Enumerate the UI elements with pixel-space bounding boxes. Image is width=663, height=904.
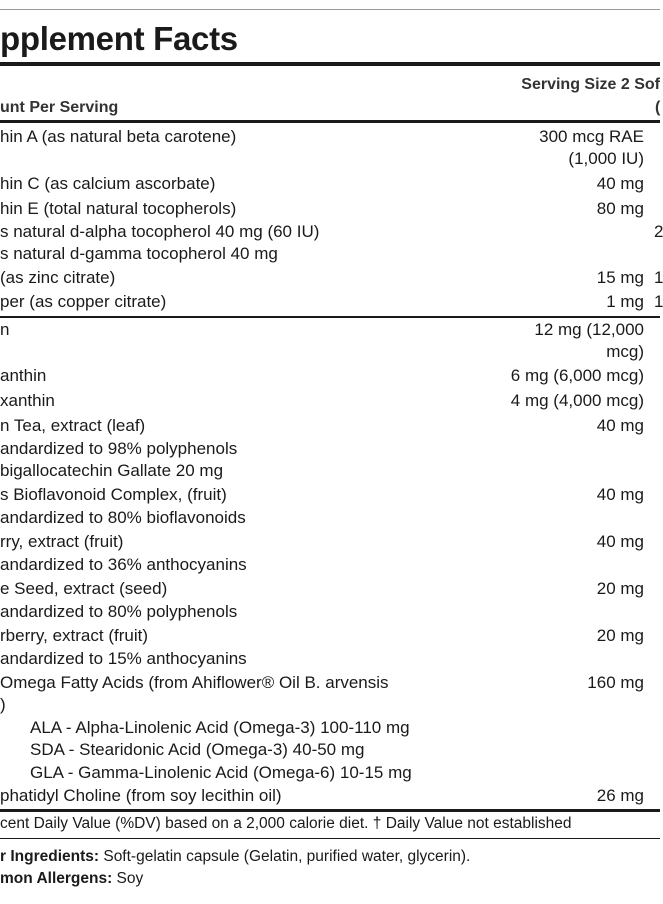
ingredient-subline: andardized to 15% anthocyanins <box>0 649 247 668</box>
ingredient-subline: ALA - Alpha-Linolenic Acid (Omega-3) 100-110 mg <box>30 718 410 737</box>
ingredient-amount: 40 mg <box>596 532 644 551</box>
ingredient-name: phatidyl Choline (from soy lecithin oil) <box>0 786 282 805</box>
ingredient-amount: 40 mg <box>596 485 644 504</box>
ingredient-amount: 160 mg <box>587 673 644 692</box>
ingredient-subline: ) <box>0 695 6 714</box>
other-ingredients <box>0 848 470 866</box>
footnote-rule <box>0 838 660 839</box>
allergens-label: mon Allergens: <box>0 870 113 887</box>
ingredient-amount: 26 mg <box>596 786 644 805</box>
ingredient-name: n Tea, extract (leaf) <box>0 416 146 435</box>
ingredient-name: anthin <box>0 366 47 385</box>
nutrient-amount: 1 mg <box>606 292 644 311</box>
ingredient-amount-cont: mcg) <box>606 342 644 361</box>
nutrient-name: hin A (as natural beta carotene) <box>0 127 237 146</box>
nutrient-dv: 2 <box>654 222 663 241</box>
ingredient-subline: andardized to 80% polyphenols <box>0 602 238 621</box>
ingredient-amount: 6 mg (6,000 mcg) <box>510 366 644 385</box>
ingredient-amount: 20 mg <box>596 626 644 645</box>
nutrient-amount-cont: (1,000 IU) <box>568 149 644 168</box>
panel-title: pplement Facts <box>0 20 238 57</box>
nutrient-name: (as zinc citrate) <box>0 268 116 287</box>
allergens-text: Soy <box>112 870 144 887</box>
bottom-rule <box>0 809 660 812</box>
ingredient-name: s Bioflavonoid Complex, (fruit) <box>0 485 227 504</box>
serving-size: Serving Size 2 Sof <box>521 76 660 93</box>
ingredient-subline: andardized to 98% polyphenols <box>0 439 238 458</box>
title-rule <box>0 62 660 66</box>
other-ingredients-label: r Ingredients: <box>0 848 100 865</box>
nutrient-amount: 40 mg <box>596 174 644 193</box>
nutrient-name: s natural d-alpha tocopherol 40 mg (60 IU) <box>0 222 320 241</box>
footnote: cent Daily Value (%DV) based on a 2,000 calorie diet. † Daily Value not established <box>0 815 572 832</box>
nutrient-name: s natural d-gamma tocopherol 40 mg <box>0 244 278 263</box>
ingredient-subline: andardized to 36% anthocyanins <box>0 555 247 574</box>
ingredient-subline: bigallocatechin Gallate 20 mg <box>0 461 224 480</box>
header-rule <box>0 120 660 123</box>
top-border <box>0 9 660 10</box>
ingredient-name: e Seed, extract (seed) <box>0 579 168 598</box>
nutrient-name: hin C (as calcium ascorbate) <box>0 174 216 193</box>
other-ingredients-text: Soft-gelatin capsule (Gelatin, purified water, glycerin). <box>99 848 471 865</box>
nutrient-name: per (as copper citrate) <box>0 292 167 311</box>
amount-per-serving: unt Per Serving <box>0 99 119 116</box>
ingredient-amount: 12 mg (12,000 <box>534 320 644 339</box>
ingredient-amount: 20 mg <box>596 579 644 598</box>
ingredient-subline: andardized to 80% bioflavonoids <box>0 508 246 527</box>
ingredient-name: rry, extract (fruit) <box>0 532 124 551</box>
allergens <box>0 870 143 888</box>
ingredient-name: xanthin <box>0 391 55 410</box>
header-dv-fragment: ( <box>655 99 661 116</box>
nutrient-name: hin E (total natural tocopherols) <box>0 199 237 218</box>
section-rule <box>0 316 660 318</box>
ingredient-subline: GLA - Gamma-Linolenic Acid (Omega-6) 10-15 mg <box>30 763 412 782</box>
ingredient-amount: 40 mg <box>596 416 644 435</box>
ingredient-name: n <box>0 320 10 339</box>
ingredient-subline: SDA - Stearidonic Acid (Omega-3) 40-50 mg <box>30 740 365 759</box>
ingredient-name: rberry, extract (fruit) <box>0 626 148 645</box>
ingredient-name: Omega Fatty Acids (from Ahiflower® Oil B. arvensis <box>0 673 389 692</box>
nutrient-dv: 1 <box>654 292 663 311</box>
nutrient-amount: 300 mcg RAE <box>539 127 644 146</box>
nutrient-dv: 1 <box>654 268 663 287</box>
ingredient-amount: 4 mg (4,000 mcg) <box>510 391 644 410</box>
nutrient-amount: 15 mg <box>596 268 644 287</box>
nutrient-amount: 80 mg <box>596 199 644 218</box>
